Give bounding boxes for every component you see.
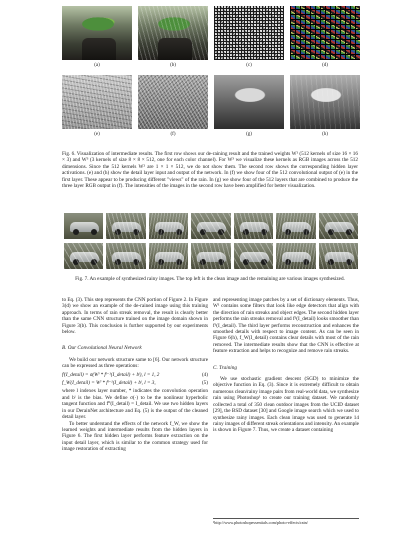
figure-6-panel-f: [138, 75, 208, 141]
kernel-w1-image: [214, 6, 284, 60]
detail-layer-output-image: [290, 75, 360, 129]
rainy-car-image: [319, 213, 358, 239]
rainy-car-image: [234, 213, 273, 239]
equation-body: f_W(I_detail) = Wˡ * fˡ⁻¹(I_detail) + bˡ, l = 3,: [62, 380, 156, 387]
panel-label: (g): [246, 132, 252, 137]
equation-body: fˡ(I_detail) = σ(Wˡ * fˡ⁻¹(I_detail) + bˡ), l = 1, 2: [62, 371, 160, 378]
figure-7: [64, 213, 358, 269]
rainy-car-image: [106, 243, 145, 269]
rainy-car-image: [64, 243, 103, 269]
section-heading: B. Our Convolutional Neural Network: [62, 345, 142, 352]
panel-label: (d): [322, 63, 328, 68]
figure-6-row-2: [62, 75, 360, 141]
left-column: [62, 297, 208, 453]
figure-6-panel-g: [214, 75, 284, 141]
panel-label: (c): [246, 63, 252, 68]
figure-6-row-1: [62, 6, 360, 72]
clean-car-image: [64, 213, 103, 239]
footnote[interactable]: ¹http://www.photoshopessentials.com/photo-effects/rain/: [213, 518, 359, 525]
panel-label: (b): [170, 63, 176, 68]
first-layer-output-image: [138, 75, 208, 129]
equation-number: (5): [201, 380, 208, 387]
panel-label: (a): [94, 63, 100, 68]
panel-label: (h): [322, 132, 328, 137]
paragraph: We build our network structure same to [6]. Our network structure can be expressed as three operations:: [62, 356, 208, 370]
rainy-car-image: [191, 243, 230, 269]
rainy-car-image: [234, 243, 273, 269]
figure-6-panel-h: [290, 75, 360, 141]
equation-5: [62, 380, 208, 386]
rainy-car-image: [276, 243, 315, 269]
equation-4: [62, 372, 208, 378]
equation-number: (4): [201, 371, 208, 378]
figure-6-panel-d: [290, 6, 360, 72]
rainy-car-image: [106, 213, 145, 239]
paragraph: To better understand the effects of the network f_W, we show the learned weights and intermediate results from the hidden layers in Figure 6. The first hidden layer performs feature extraction on the input detail layer, which is similar to the common strategy used for image restoration of extracting: [62, 420, 208, 453]
derain-result-image: [62, 6, 132, 60]
kernel-w3-image: [290, 6, 360, 60]
figure-7-caption: Fig. 7. An example of synthesized rainy images. The top left is the clean image and the remaining are various images synthesized.: [75, 276, 345, 282]
section-heading: C. Training: [213, 364, 237, 371]
paragraph: and representing image patches by a set of dictionary elements. Thus, W¹ contains some filters that look like edge detectors that align with the direction of rain streaks and object edges. The second hidden layer performs the rain streaks removal and f²(I_detail) looks smoother than f¹(I_detail). The third layer performs reconstruction and enhances the smoothed details with respect to image content. As can be seen in Figure 6(h), f_W(I_detail) contains clear details with most of the rain removed. The intermediate results show that the CNN is effective at feature extraction and helps to recognize and remove rain streaks.: [213, 297, 359, 355]
rainy-input-image: [138, 6, 208, 60]
paragraph: We use stochastic gradient descent (SGD) to minimize the objective function in Eq. (3). Since it is extremely difficult to obtain numerous clean/rainy image pairs from real-world data, we synthesize rain using Photoshop¹ to create our training dataset. We randomly collected a total of 350 clean outdoor images from the UCID dataset [29], the BSD dataset [30] and Google image search which we used to synthesize rainy images. Each clean image was used to generate 14 rainy images of different streak orientations and intensity. An example is shown in Figure 7. Thus, we create a dataset containing: [213, 376, 359, 434]
figure-6-panel-e: [62, 75, 132, 141]
rainy-car-image: [149, 213, 188, 239]
detail-layer-input-image: [62, 75, 132, 129]
figure-6-caption: Fig. 6. Visualization of intermediate results. The first row shows our de-raining result and the trained weights W¹ (512 kernels of size 16 × 16 × 3) and W³ (3 kernels of size 8 × 8 × 512, one for each color channel). For W³ we visualize these kernels as RGB images across the 512 dimensions. Since the 512 kernels W² are 1 × 1 × 512, we do not show them. The second row shows the corresponding hidden layer activations. (e) and (h) show the detail layer input and output of the network. In (f) we show four of the 512 convolutional output of (e) in the first layer. These appear to be producing different "views" of the rain. In (g) we show four of the 512 layers that are combined to produce the three layer RGB output in (f). The intensities of the images in the second row have been amplified for better visualization.: [62, 151, 358, 190]
rainy-car-image: [149, 243, 188, 269]
paragraph: to Eq. (3). This step represents the CNN portion of Figure 2. In Figure 3(d) we show an example of the de-rained image using this training approach. In terms of rain streak removal, the result is clearly better than the same CNN structure trained on the image domain shown in Figure 3(b). This conclusion is further supported by our experiments below.: [62, 297, 208, 336]
rainy-car-image: [319, 243, 358, 269]
panel-label: (f): [170, 132, 176, 137]
panel-label: (e): [94, 132, 100, 137]
figure-6: [62, 6, 360, 141]
rainy-car-image: [191, 213, 230, 239]
right-column: [213, 297, 359, 434]
figure-6-panel-c: [214, 6, 284, 72]
figure-6-panel-b: [138, 6, 208, 72]
figure-6-panel-a: [62, 6, 132, 72]
paragraph: where l indexes layer number, * indicates the convolution operation and bˡ is the bias. We define σ(·) to be the nonlinear hyperbolic tangent function and f⁰(I_detail) = I_detail. We use two hidden layers in our DerainNet architecture and Eq. (5) is the output of the cleaned detail layer.: [62, 388, 208, 421]
second-layer-output-image: [214, 75, 284, 129]
rainy-car-image: [276, 213, 315, 239]
